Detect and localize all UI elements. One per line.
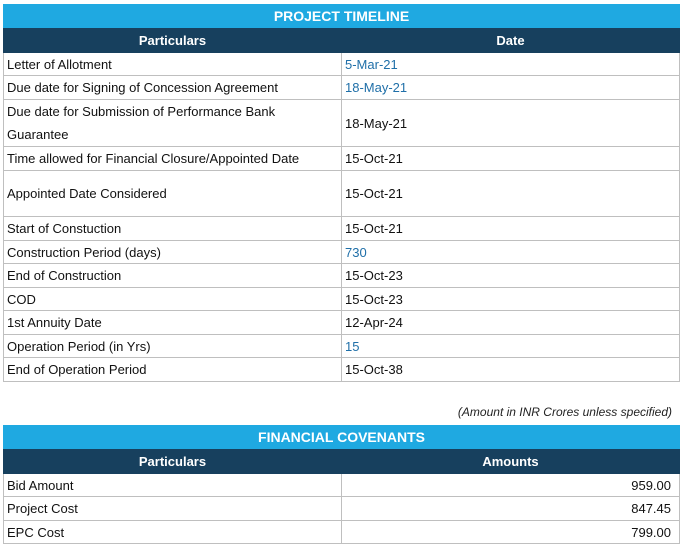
row-label[interactable]: Letter of Allotment [4, 53, 342, 76]
project-timeline-title: PROJECT TIMELINE [4, 5, 680, 28]
row-value[interactable]: 15-Oct-23 [342, 288, 680, 311]
table-row [4, 311, 680, 335]
row-value[interactable]: 847.45 [342, 497, 680, 521]
financial-covenants-table [3, 425, 680, 544]
row-label[interactable]: 1st Annuity Date [4, 311, 342, 335]
table-row [4, 474, 680, 497]
row-value[interactable]: 18-May-21 [342, 100, 680, 147]
row-label[interactable]: End of Operation Period [4, 358, 342, 382]
row-label[interactable]: COD [4, 288, 342, 311]
row-value[interactable]: 18-May-21 [342, 76, 680, 100]
row-label[interactable]: Appointed Date Considered [4, 171, 342, 217]
col-header-amounts: Amounts [342, 449, 680, 474]
row-label[interactable]: Start of Constuction [4, 217, 342, 241]
table-row [4, 76, 680, 100]
row-value[interactable]: 15-Oct-21 [342, 171, 680, 217]
col-header-particulars: Particulars [4, 449, 342, 474]
row-value[interactable]: 12-Apr-24 [342, 311, 680, 335]
table-row [4, 53, 680, 76]
row-label[interactable]: Operation Period (in Yrs) [4, 335, 342, 358]
row-value[interactable]: 15-Oct-38 [342, 358, 680, 382]
row-label[interactable]: Bid Amount [4, 474, 342, 497]
row-value[interactable]: 15-Oct-23 [342, 264, 680, 288]
row-label[interactable]: Due date for Submission of Performance Bank Guarantee [4, 100, 342, 147]
row-value[interactable]: 15-Oct-21 [342, 147, 680, 171]
table-row [4, 288, 680, 311]
row-value[interactable]: 959.00 [342, 474, 680, 497]
financial-covenants-title: FINANCIAL COVENANTS [4, 426, 680, 449]
table-row [4, 264, 680, 288]
row-label[interactable]: Time allowed for Financial Closure/Appointed Date [4, 147, 342, 171]
row-label[interactable]: EPC Cost [4, 521, 342, 544]
row-value[interactable]: 730 [342, 241, 680, 264]
row-value[interactable]: 799.00 [342, 521, 680, 544]
row-value[interactable]: 15 [342, 335, 680, 358]
amount-unit-note: (Amount in INR Crores unless specified) [457, 405, 672, 419]
table-row [4, 100, 680, 147]
row-label[interactable]: Due date for Signing of Concession Agreement [4, 76, 342, 100]
row-label[interactable]: End of Construction [4, 264, 342, 288]
table-row [4, 358, 680, 382]
table-row [4, 497, 680, 521]
table-row [4, 335, 680, 358]
col-header-particulars: Particulars [4, 28, 342, 53]
row-label[interactable]: Project Cost [4, 497, 342, 521]
table-row [4, 147, 680, 171]
table-row [4, 521, 680, 544]
table-row [4, 241, 680, 264]
row-value[interactable]: 15-Oct-21 [342, 217, 680, 241]
table-row [4, 171, 680, 217]
row-value[interactable]: 5-Mar-21 [342, 53, 680, 76]
col-header-date: Date [342, 28, 680, 53]
row-label[interactable]: Construction Period (days) [4, 241, 342, 264]
table-row [4, 217, 680, 241]
project-timeline-table [3, 4, 680, 382]
